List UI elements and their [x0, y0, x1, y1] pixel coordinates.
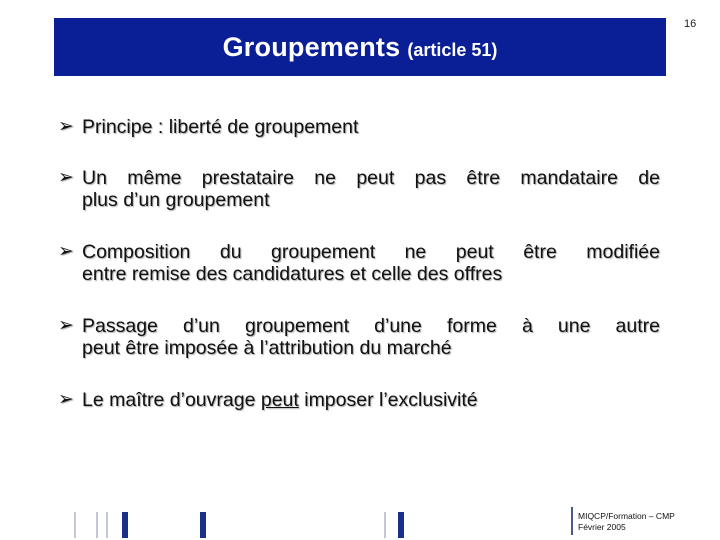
bullet-item — [58, 389, 660, 411]
arrow-bullet-icon: ➢ — [58, 389, 74, 410]
bullet-text-after: imposer l’exclusivité — [298, 389, 478, 411]
footer-bar — [122, 512, 128, 538]
bullet-text-underlined: peut — [260, 389, 299, 411]
bullet-text-line: Composition du groupement ne peut être modifiée — [82, 241, 660, 263]
bullet-text-line: Passage d’un groupement d’une forme à une autre — [82, 315, 660, 337]
footer-bar — [398, 512, 404, 538]
footer-bar — [384, 512, 386, 538]
bullet-text-line: entre remise des candidatures et celle des offres — [82, 263, 503, 285]
footer-text — [578, 511, 675, 533]
footer-bar — [74, 512, 76, 538]
page-number: 16 — [684, 18, 697, 30]
bullet-list — [58, 116, 660, 411]
arrow-bullet-icon: ➢ — [58, 167, 74, 188]
slide-title-article: (article 51) — [407, 39, 498, 60]
bullet-text-line: plus d’un groupement — [82, 189, 270, 211]
footer-decoration — [0, 510, 560, 540]
bullet-item — [58, 241, 660, 285]
arrow-bullet-icon: ➢ — [58, 315, 74, 336]
bullet-text-line: peut être imposée à l’attribution du marché — [82, 337, 452, 359]
bullet-text-before: Le maître d’ouvrage — [82, 389, 261, 411]
footer-line: MIQCP/Formation – CMP — [578, 511, 675, 521]
footer-bar — [200, 512, 206, 538]
footer-bar — [96, 512, 98, 538]
title-bar — [54, 18, 666, 76]
footer-line: Février 2005 — [578, 522, 626, 532]
arrow-bullet-icon: ➢ — [58, 241, 74, 262]
bullet-item — [58, 116, 660, 138]
bullet-item — [58, 315, 660, 359]
bullet-text-line: Un même prestataire ne peut pas être mandataire de — [82, 167, 660, 189]
slide-title: Groupements — [222, 31, 401, 62]
footer-bar — [106, 512, 108, 538]
bullet-text: Principe : liberté de groupement — [82, 116, 359, 138]
bullet-text — [82, 389, 478, 411]
footer-divider — [571, 507, 573, 535]
arrow-bullet-icon: ➢ — [58, 116, 74, 137]
bullet-item — [58, 167, 660, 211]
